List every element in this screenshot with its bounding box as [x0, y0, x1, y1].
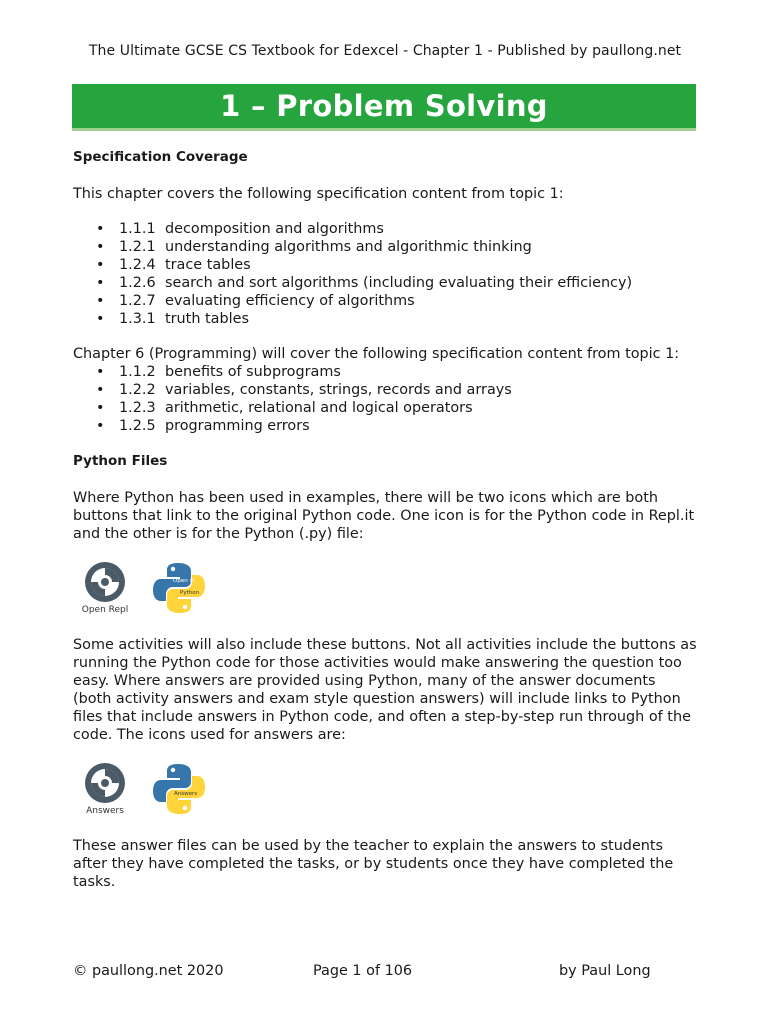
python-files-heading: Python Files — [73, 453, 168, 469]
page-footer — [73, 963, 673, 983]
spec-intro: This chapter covers the following specification content from topic 1: — [73, 186, 564, 202]
footer-copyright: © paullong.net 2020 — [73, 963, 224, 979]
spec-item-number: 1.1.2 — [119, 364, 156, 380]
spec-item — [73, 363, 698, 381]
spec-item-text: trace tables — [165, 257, 251, 273]
chapter-title: 1 – Problem Solving — [220, 89, 548, 123]
answers-repl-label: Answers — [86, 806, 124, 816]
spec-item-number: 1.3.1 — [119, 311, 156, 327]
spec-item — [73, 292, 698, 310]
python-para-1: Where Python has been used in examples, there will be two icons which are both buttons that link to the original Python code. One icon is for the Python code in Repl.it and the other is for the Python (.py) file: — [73, 490, 695, 542]
open-repl-button[interactable] — [77, 560, 133, 620]
spec-item-number: 1.2.4 — [119, 257, 156, 273]
spec-item — [73, 274, 698, 292]
spec-item-text: arithmetic, relational and logical operators — [165, 400, 473, 416]
python-logo-icon — [151, 761, 207, 817]
answer-icons-row — [77, 761, 698, 823]
spec-item-number: 1.2.7 — [119, 293, 156, 309]
spec-item — [73, 238, 698, 256]
spec-item — [73, 220, 698, 238]
spec-item-number: 1.2.2 — [119, 382, 156, 398]
spec-item — [73, 256, 698, 274]
repl-swirl-icon — [82, 560, 128, 604]
spec-item-text: variables, constants, strings, records and arrays — [165, 382, 512, 398]
spec-item-text: decomposition and algorithms — [165, 221, 384, 237]
spec-item — [73, 399, 698, 417]
open-repl-label: Open Repl — [81, 605, 129, 615]
python-para-2: Some activities will also include these buttons. Not all activities include the buttons as running the Python code for those activities would make answering the question too easy. Where answers are provided using Python, many of the answer documents (both activity answers and exam style question answers) will include links to Python files that include answers in Python code, and often a step-by-step run through of the code. The icons used for answers are: — [73, 637, 697, 743]
open-icons-row — [77, 560, 698, 622]
python-icon-label-line2: Python — [180, 590, 200, 596]
spec-item-number: 1.1.1 — [119, 221, 156, 237]
spec-item — [73, 417, 698, 435]
open-python-button[interactable] — [151, 560, 207, 620]
repl-swirl-icon — [82, 761, 128, 805]
python-logo-icon — [151, 560, 207, 616]
spec-item-text: understanding algorithms and algorithmic thinking — [165, 239, 532, 255]
python-answers-icon-label: Answers — [174, 791, 198, 797]
python-icon-label-line1: Open in — [173, 578, 195, 584]
footer-page-number: Page 1 of 106 — [313, 963, 413, 979]
spec-coverage-heading: Specification Coverage — [73, 149, 248, 165]
spec-item-number: 1.2.3 — [119, 400, 156, 416]
spec-item-number: 1.2.5 — [119, 418, 156, 434]
running-header: The Ultimate GCSE CS Textbook for Edexcel - Chapter 1 - Published by paullong.net — [88, 43, 682, 59]
main-content — [73, 148, 698, 908]
chapter-title-banner — [72, 84, 696, 131]
spec-item — [73, 381, 698, 399]
python-para-3: These answer files can be used by the teacher to explain the answers to students after they have completed the tasks, or by students once they have completed the tasks. — [73, 838, 674, 890]
spec-item-text: programming errors — [165, 418, 310, 434]
spec-item — [73, 310, 698, 328]
spec-item-text: benefits of subprograms — [165, 364, 341, 380]
spec-item-number: 1.2.6 — [119, 275, 156, 291]
spec-item-text: search and sort algorithms (including evaluating their efficiency) — [165, 275, 633, 291]
chapter6-list — [73, 363, 698, 435]
spec-item-text: truth tables — [165, 311, 249, 327]
spec-item-text: evaluating efficiency of algorithms — [165, 293, 415, 309]
spec-list — [73, 220, 698, 328]
spec-item-number: 1.2.1 — [119, 239, 156, 255]
answers-repl-button[interactable] — [77, 761, 133, 821]
chapter6-intro: Chapter 6 (Programming) will cover the following specification content from topic 1: — [73, 346, 680, 362]
footer-author: by Paul Long — [559, 963, 651, 979]
answers-python-button[interactable] — [151, 761, 207, 821]
